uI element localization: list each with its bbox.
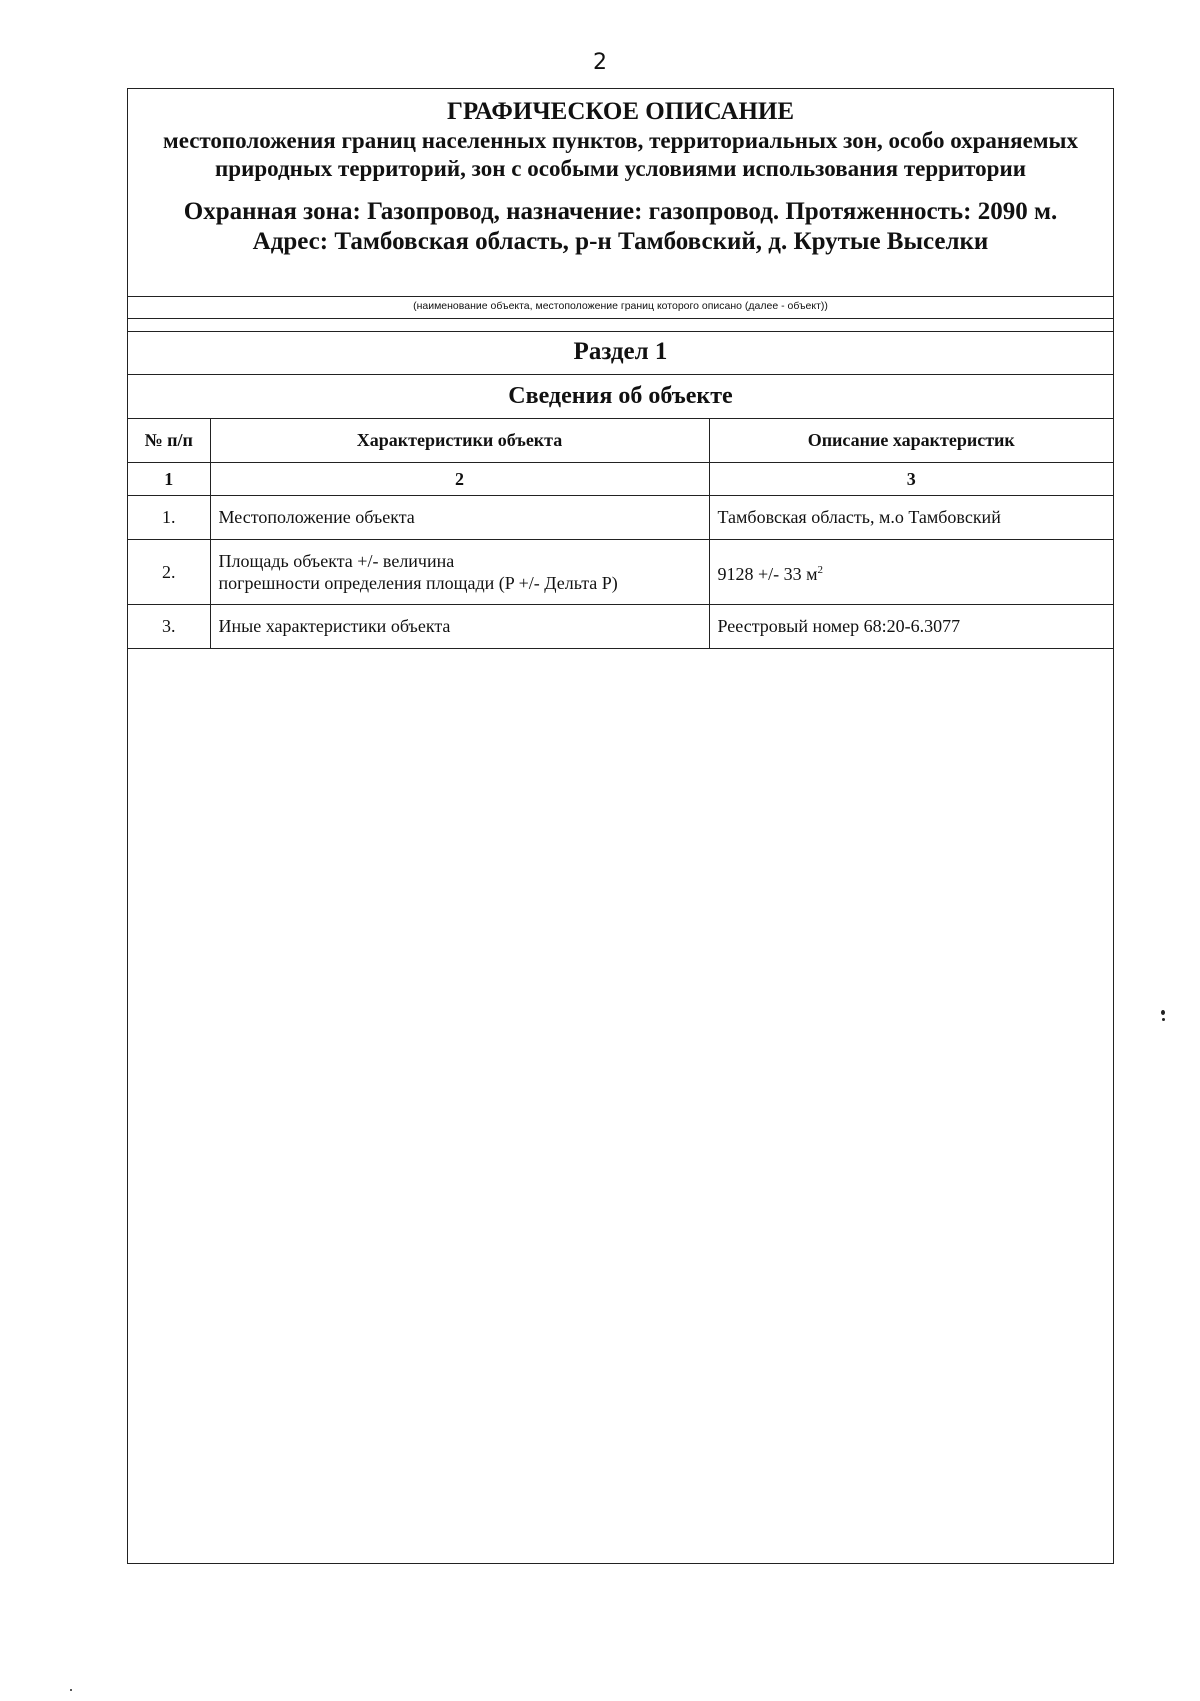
object-name-line-1: Охранная зона: Газопровод, назначение: газопровод. Протяженность: 2090 м.	[183, 198, 1058, 225]
table-header-row	[128, 419, 1113, 463]
row-characteristic	[210, 540, 709, 605]
table-header-characteristic: Характеристики объекта	[210, 419, 709, 463]
section-subtitle: Сведения об объекте	[128, 375, 1113, 419]
table-column-numbers-row	[128, 463, 1113, 496]
scan-speck	[1162, 1018, 1165, 1021]
table-header-description: Описание характеристик	[709, 419, 1113, 463]
row-description	[709, 540, 1113, 605]
column-number: 3	[709, 463, 1113, 496]
row-description: Тамбовская область, м.о Тамбовский	[709, 496, 1113, 540]
document-title: ГРАФИЧЕСКОЕ ОПИСАНИЕ	[446, 98, 795, 125]
row-number: 3.	[128, 605, 210, 649]
object-caption: (наименование объекта, местоположение границ которого описано (далее - объект))	[128, 297, 1113, 319]
section-title: Раздел 1	[128, 331, 1113, 375]
table-row	[128, 496, 1113, 540]
object-name	[128, 197, 1113, 257]
column-number: 1	[128, 463, 210, 496]
document-header	[128, 89, 1113, 297]
table-row	[128, 605, 1113, 649]
row-characteristic: Местоположение объекта	[210, 496, 709, 540]
document-frame	[127, 88, 1114, 1564]
document-subtitle: местоположения границ населенных пунктов, территориальных зон, особо охраняемых природных территорий, зон с особыми условиями использования территории	[163, 128, 1078, 181]
row-characteristic-line-1: Площадь объекта +/- величина	[218, 551, 455, 571]
table-header-number: № п/п	[128, 419, 210, 463]
scan-speck	[1161, 1010, 1165, 1015]
row-number: 1.	[128, 496, 210, 540]
row-description: Реестровый номер 68:20-6.3077	[709, 605, 1113, 649]
row-number: 2.	[128, 540, 210, 605]
characteristics-table	[128, 419, 1113, 649]
area-unit-superscript: 2	[817, 564, 824, 576]
row-characteristic-line-2: погрешности определения площади (P +/- Дельта P)	[218, 573, 618, 593]
column-number: 2	[210, 463, 709, 496]
object-address-line: Адрес: Тамбовская область, р-н Тамбовский, д. Крутые Выселки	[252, 228, 989, 255]
scan-speck	[70, 1689, 72, 1691]
area-value: 9128 +/- 33 м	[717, 564, 818, 584]
row-characteristic: Иные характеристики объекта	[210, 605, 709, 649]
page-number: 2	[593, 50, 607, 75]
table-row	[128, 540, 1113, 605]
